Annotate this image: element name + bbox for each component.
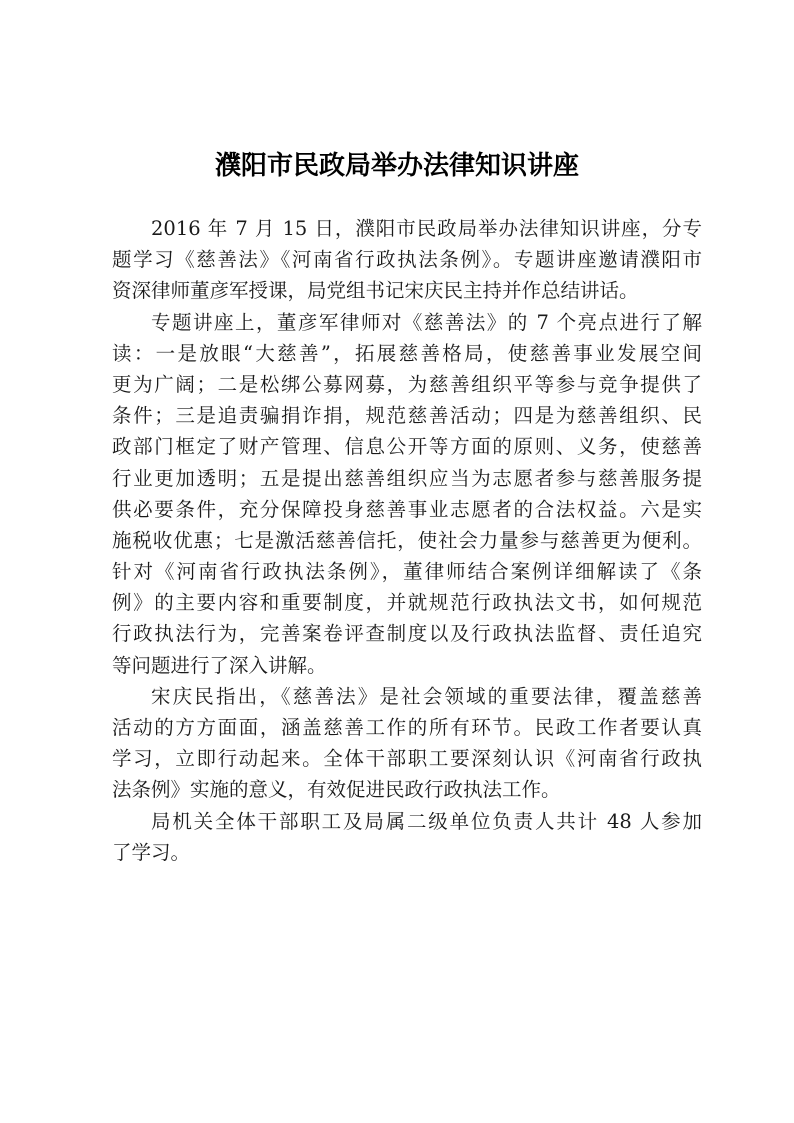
paragraph-line: 局机关全体干部职工及局属二级单位负责人共计 48 人参加	[151, 809, 702, 833]
paragraph-3	[112, 681, 702, 806]
document-title: 濮阳市民政局举办法律知识讲座	[214, 151, 579, 182]
paragraph-line: 专题讲座上，董彦军律师对《慈善法》的 7 个亮点进行了解	[151, 310, 702, 334]
paragraph-line: 宋庆民指出，《慈善法》是社会领域的重要法律，覆盖慈善	[151, 684, 702, 708]
paragraph-line: 行政执法行为，完善案卷评查制度以及行政执法监督、责任追究	[112, 622, 702, 646]
paragraph-line: 等问题进行了深入讲解。	[112, 653, 327, 677]
paragraph-line: 施税收优惠；七是激活慈善信托，使社会力量参与慈善更为便利。	[112, 528, 702, 552]
paragraph-line: 针对《河南省行政执法条例》，董律师结合案例详细解读了《条	[112, 560, 702, 584]
paragraph-line: 条件；三是追责骗捐诈捐，规范慈善活动；四是为慈善组织、民	[112, 404, 702, 428]
paragraph-4	[112, 806, 702, 868]
paragraph-line: 题学习《慈善法》《河南省行政执法条例》。专题讲座邀请濮阳市	[112, 248, 702, 272]
paragraph-line: 政部门框定了财产管理、信息公开等方面的原则、义务，使慈善	[112, 435, 702, 459]
paragraph-line: 活动的方方面面，涵盖慈善工作的所有环节。民政工作者要认真	[112, 716, 702, 739]
document-body	[112, 213, 702, 868]
paragraph-line: 资深律师董彦军授课，局党组书记宋庆民主持并作总结讲话。	[112, 279, 639, 303]
paragraph-1	[112, 213, 702, 307]
paragraph-2	[112, 307, 702, 681]
paragraph-line: 供必要条件，充分保障投身慈善事业志愿者的合法权益。六是实	[112, 497, 702, 521]
paragraph-line: 读：一是放眼“大慈善”，拓展慈善格局，使慈善事业发展空间	[112, 341, 702, 365]
paragraph-line: 了学习。	[112, 840, 191, 864]
paragraph-line: 法条例》实施的意义，有效促进民政行政执法工作。	[112, 778, 561, 802]
paragraph-line: 行业更加透明；五是提出慈善组织应当为志愿者参与慈善服务提	[112, 466, 702, 490]
paragraph-line: 更为广阔；二是松绑公募网募，为慈善组织平等参与竞争提供了	[112, 372, 702, 396]
paragraph-line: 例》的主要内容和重要制度，并就规范行政执法文书，如何规范	[112, 591, 702, 615]
paragraph-line: 学习，立即行动起来。全体干部职工要深刻认识《河南省行政执	[112, 747, 702, 771]
paragraph-line: 2016 年 7 月 15 日，濮阳市民政局举办法律知识讲座，分专	[151, 217, 702, 240]
